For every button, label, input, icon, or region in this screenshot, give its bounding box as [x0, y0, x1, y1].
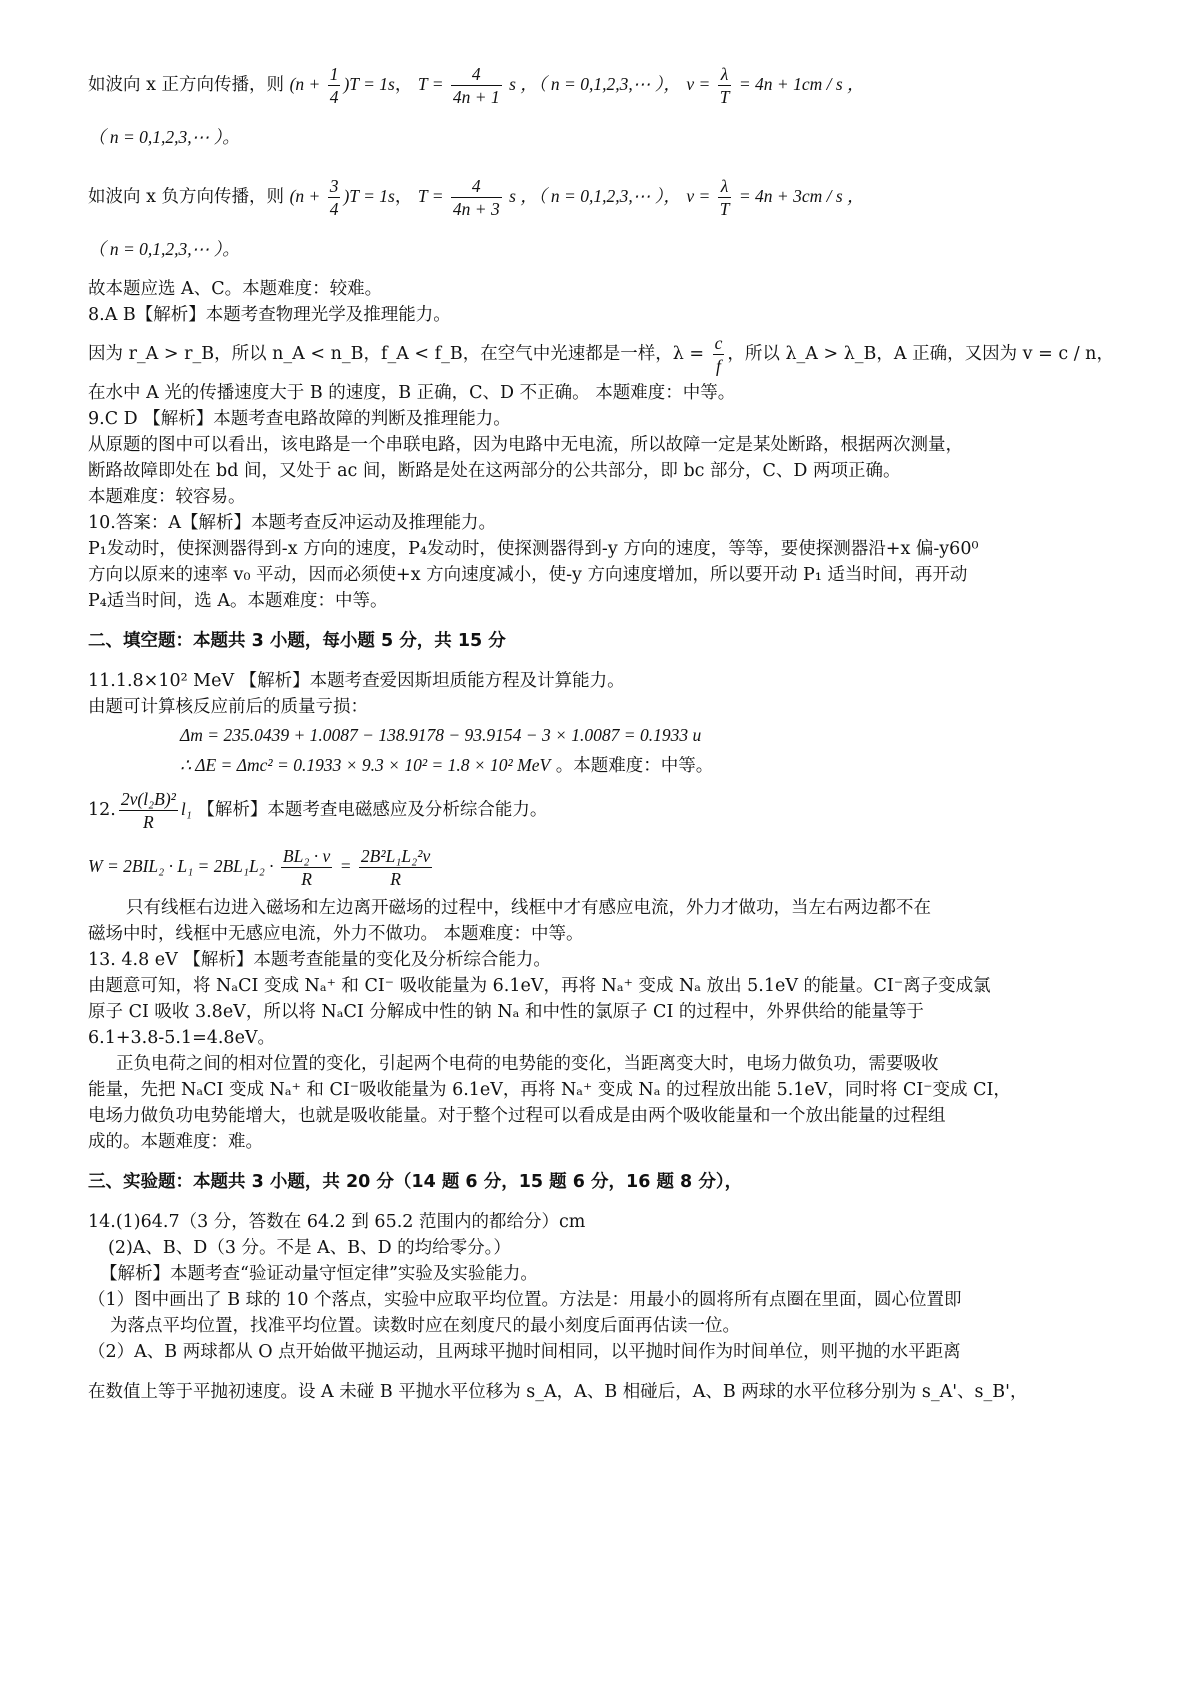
fraction: [328, 63, 341, 108]
q13-line4: 正负电荷之间的相对位置的变化，引起两个电荷的电势能的变化，当距离变大时，电场力做负功，需要吸收: [116, 1054, 939, 1074]
q9-line3: 本题难度：较容易。: [88, 487, 246, 507]
fraction-numerator: λ: [718, 175, 732, 198]
q10-line3: P₄适当时间，选 A。本题难度：中等。: [88, 591, 388, 611]
fraction-numerator: BL₂ · v: [282, 846, 331, 866]
fraction-numerator: λ: [718, 63, 732, 86]
q9-line1: 从原题的图中可以看出，该电路是一个串联电路，因为电路中无电流，所以故障一定是某处断路，根据两次测量，: [88, 435, 963, 455]
fraction-denominator: R: [390, 869, 401, 889]
fraction: [119, 788, 178, 833]
math: (n +: [289, 186, 325, 206]
math: =: [335, 856, 356, 876]
q13-line6: 电场力做负功电势能增大，也就是吸收能量。对于整个过程可以看成是由两个吸收能量和一个放出能量的过程组: [88, 1106, 946, 1126]
q13-line1: 由题意可知，将 NₐCI 变成 Nₐ⁺ 和 CI⁻ 吸收能量为 6.1eV，再将 Nₐ⁺ 变成 Nₐ 放出 5.1eV 的能量。CI⁻离子变成氯: [88, 976, 991, 996]
math: )T = 1s: [343, 186, 395, 206]
fraction: [718, 63, 732, 108]
math: ∴ ΔE = Δmc² = 0.1933 × 9.3 × 10² = 1.8 × 10² MeV: [180, 755, 551, 775]
fraction-denominator: 4: [329, 87, 339, 107]
fraction: [718, 175, 732, 220]
fraction-denominator: 4n + 3: [452, 199, 500, 219]
q10-heading: 10.答案：A【解析】本题考查反冲运动及推理能力。: [88, 513, 496, 533]
wave-positive-range: （ n = 0,1,2,3,⋯ ）。: [88, 127, 240, 147]
math: (n +: [289, 74, 325, 94]
fraction-denominator: R: [301, 869, 312, 889]
q11-line1: 由题可计算核反应前后的质量亏损：: [88, 697, 368, 717]
fraction-denominator: f: [716, 356, 721, 376]
document-page: [88, 58, 1130, 1405]
q13-line2: 原子 CI 吸收 3.8eV，所以将 NₐCI 分解成中性的钠 Nₐ 和中性的氯原子 CI 的过程中，外界供给的能量等于: [88, 1002, 924, 1022]
math: v =: [686, 186, 715, 206]
q12-line1: 只有线框右边进入磁场和左边离开磁场的过程中，线框中才有感应电流，外力才做功，当左右两边都不在: [126, 898, 931, 918]
fraction: [328, 175, 341, 220]
q11-equation-1: Δm = 235.0439 + 1.0087 − 138.9178 − 93.9154 − 3 × 1.0087 = 0.1933 u: [180, 725, 702, 745]
q13-line3: 6.1+3.8-5.1=4.8eV。: [88, 1028, 276, 1048]
q11-equation-2: [88, 750, 1130, 781]
q14-line5: （2）A、B 两球都从 O 点开始做平抛运动，且两球平抛时间相同，以平抛时间作为时间单位，则平抛的水平距离: [88, 1342, 961, 1362]
math: l₁: [180, 799, 192, 819]
fraction-denominator: T: [719, 87, 730, 107]
fraction-denominator: 4: [329, 199, 339, 219]
q14-line3: （1）图中画出了 B 球的 10 个落点，实验中应取平均位置。方法是：用最小的圆将所有点圈在里面，圆心位置即: [88, 1290, 962, 1310]
wave-negative-range: （ n = 0,1,2,3,⋯ ）。: [88, 239, 240, 259]
q14-line1: (2)A、B、D（3 分。不是 A、B、D 的均给零分。）: [108, 1238, 511, 1258]
q8-line2: 在水中 A 光的传播速度大于 B 的速度，B 正确，C、D 不正确。 本题难度：中等。: [88, 383, 736, 403]
q10-line1: P₁发动时，使探测器得到-x 方向的速度，P₄发动时，使探测器得到-y 方向的速度，等等，要使探测器沿+x 偏-y60⁰: [88, 539, 979, 559]
q12-heading: [88, 781, 1130, 837]
q10-line2: 方向以原来的速率 v₀ 平动，因而必须使+x 方向速度减小，使-y 方向速度增加，所以要开动 P₁ 适当时间，再开动: [88, 565, 968, 585]
q14-line4: 为落点平均位置，找准平均位置。读数时应在刻度尺的最小刻度后面再估读一位。: [110, 1316, 740, 1336]
math: W = 2BIL₂ · L₁ = 2BL₁L₂ ·: [88, 856, 278, 876]
math: = 4n + 3cm / s ，: [734, 186, 865, 206]
q13-heading: 13. 4.8 eV 【解析】本题考查能量的变化及分析综合能力。: [88, 950, 551, 970]
text: 。本题难度：中等。: [550, 756, 714, 776]
q9-line2: 断路故障即处在 bd 间，又处于 ac 间，断路是处在这两部分的公共部分，即 bc 部分，C、D 两项正确。: [88, 461, 901, 481]
fraction: [281, 845, 332, 890]
wave-negative-line: 如波向 x 负方向传播，则 (n + $\frac{3}{4}$ )T = 1s， T = $\frac{4}{4n + 3}$ s ，（ n = 0,1,2,3,⋯ ）， v = $\frac{\lambda}{T}$ = 4n + 3cm / s ，: [88, 176, 865, 219]
fraction-numerator: 1: [329, 64, 339, 84]
fraction-numerator: c: [714, 333, 723, 353]
q13-line5: 能量，先把 NₐCI 变成 Nₐ⁺ 和 CI⁻吸收能量为 6.1eV，再将 Nₐ⁺ 变成 Nₐ 的过程放出能 5.1eV，同时将 CI⁻变成 CI，: [88, 1080, 1011, 1100]
fraction-denominator: 4n + 1: [452, 87, 500, 107]
fraction-numerator: 4: [451, 175, 502, 198]
fraction-numerator: 4: [451, 63, 502, 86]
fraction-numerator: 3: [329, 176, 339, 196]
math: T =: [417, 74, 448, 94]
math: s ，（ n = 0,1,2,3,⋯ ），: [504, 74, 681, 94]
text: 因为 r_A > r_B，所以 n_A < n_B，f_A < f_B，在空气中光速都是一样，λ =: [88, 344, 710, 364]
wave-conclusion: 故本题应选 A、C。本题难度：较难。: [88, 279, 383, 299]
q14-heading: 14.(1)64.7（3 分，答数在 64.2 到 65.2 范围内的都给分）cm: [88, 1212, 586, 1232]
fraction-denominator: T: [719, 199, 730, 219]
math: )T = 1s: [343, 74, 395, 94]
fraction: [713, 332, 725, 377]
fraction-numerator: 2B²L₁L₂²v: [360, 846, 431, 866]
section-3-title: 三、实验题：本题共 3 小题，共 20 分（14 题 6 分，15 题 6 分，16 题 8 分），: [88, 1172, 743, 1192]
fraction-numerator: 2v(l₂B)²: [120, 789, 176, 809]
text: 如波向 x 正方向传播，则: [88, 75, 290, 95]
wave-positive-line: 如波向 x 正方向传播，则 (n + $\frac{1}{4}$ )T = 1s， T = $\frac{4}{4n + 1}$ s ，（ n = 0,1,2,3,⋯ ）， v = $\frac{\lambda}{T}$ = 4n + 1cm / s ，: [88, 64, 865, 107]
math: v =: [686, 74, 715, 94]
text: 【解析】本题考查电磁感应及分析综合能力。: [191, 800, 548, 820]
q14-line6: 在数值上等于平抛初速度。设 A 未碰 B 平抛水平位移为 s_A，A、B 相碰后，A、B 两球的水平位移分别为 s_A'、s_B'，: [88, 1382, 1028, 1402]
q13-line7: 成的。本题难度：难。: [88, 1132, 263, 1152]
text: ，所以 λ_A > λ_B，A 正确，又因为 v = c / n，: [727, 344, 1114, 364]
math: T =: [417, 186, 448, 206]
q12-equation: [88, 837, 1130, 895]
section-2-title: 二、填空题：本题共 3 小题，每小题 5 分，共 15 分: [88, 631, 506, 651]
text: 12.: [88, 800, 116, 820]
q14-line2: 【解析】本题考查“验证动量守恒定律”实验及实验能力。: [100, 1264, 538, 1284]
text: 如波向 x 负方向传播，则: [88, 187, 290, 207]
math: = 4n + 1cm / s ，: [734, 74, 865, 94]
q8-heading: 8.A B【解析】本题考查物理光学及推理能力。: [88, 305, 451, 325]
q9-heading: 9.C D 【解析】本题考查电路故障的判断及推理能力。: [88, 409, 511, 429]
fraction-denominator: R: [143, 812, 154, 832]
q12-line2: 磁场中时，线框中无感应电流，外力不做功。 本题难度：中等。: [88, 924, 584, 944]
fraction: [359, 845, 432, 890]
q8-line1: [88, 328, 1130, 380]
math: s ，（ n = 0,1,2,3,⋯ ），: [504, 186, 681, 206]
fraction: [451, 175, 502, 220]
q11-heading: 11.1.8×10² MeV 【解析】本题考查爱因斯坦质能方程及计算能力。: [88, 671, 625, 691]
fraction: [451, 63, 502, 108]
